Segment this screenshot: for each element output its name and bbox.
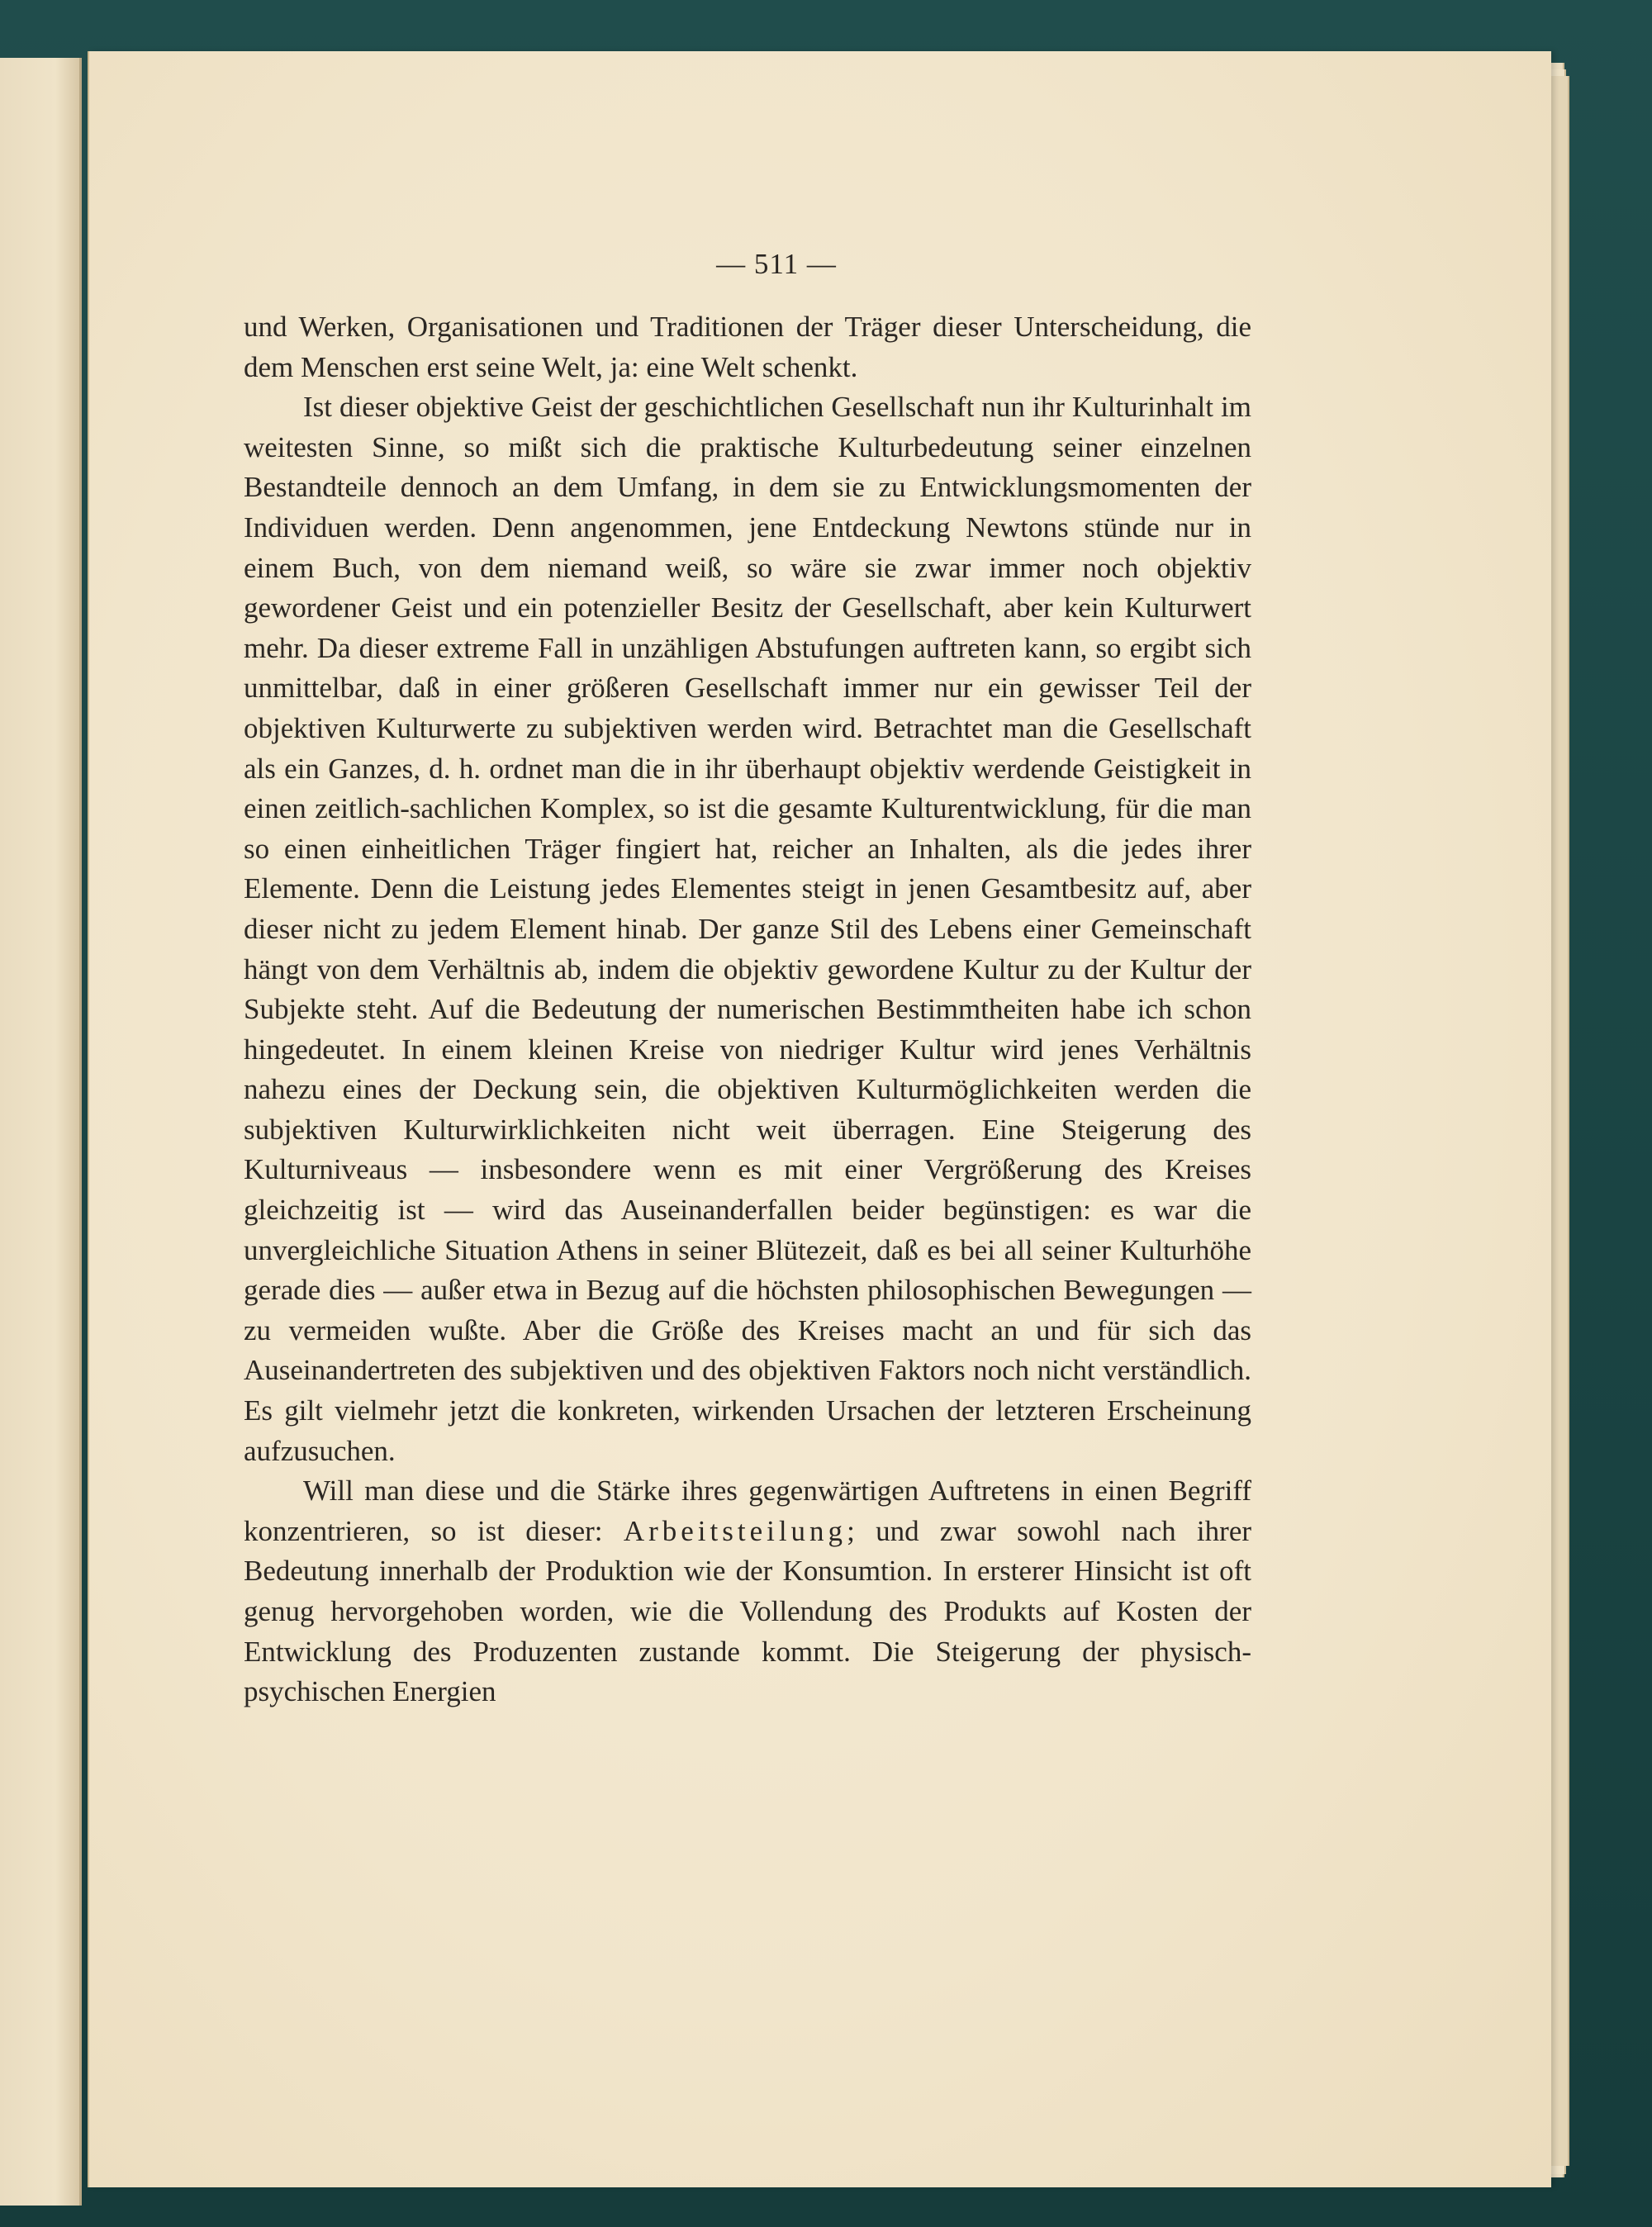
facing-page-edge bbox=[0, 58, 82, 2206]
page-number: — 511 — bbox=[716, 248, 837, 280]
paragraph-text-before: Will man diese und die Stärke ihres gegenwärtigen Auftretens in einen Begriff konzentrieren, so ist dieser: bbox=[244, 1474, 1251, 1547]
paragraph-division-of-labour bbox=[244, 1471, 1251, 1712]
paragraph-text-after: ; und zwar sowohl nach ihrer Bedeutung innerhalb der Produktion wie der Konsumtion. In ersterer Hinsicht ist oft genug hervorgehoben worden, wie die Vollendung des Produkts auf Kosten der Entwicklung des Produzenten zustande kommt. Die Steigerung der physisch-psychischen Energien bbox=[244, 1514, 1252, 1708]
body-text bbox=[244, 307, 1251, 1712]
emphasized-term: Arbeitsteilung bbox=[623, 1514, 847, 1547]
paragraph-objective-spirit: Ist dieser objektive Geist der geschichtlichen Gesellschaft nun ihr Kulturinhalt im weitesten Sinne, so mißt sich die praktische Kulturbedeutung seiner einzelnen Bestandteile dennoch an dem Umfang, in dem sie zu Entwicklungsmomenten der Individuen werden. Denn angenommen, jene Entdeckung Newtons stünde nur in einem Buch, von dem niemand weiß, so wäre sie zwar immer noch objektiv gewordener Geist und ein potenzieller Besitz der Gesellschaft, aber kein Kulturwert mehr. Da dieser extreme Fall in unzähligen Abstufungen auftreten kann, so ergibt sich unmittelbar, daß in einer größeren Gesellschaft immer nur ein gewisser Teil der objektiven Kulturwerte zu subjektiven werden wird. Betrachtet man die Gesellschaft als ein Ganzes, d. h. ordnet man die in ihr überhaupt objektiv werdende Geistigkeit in einen zeitlich-sachlichen Komplex, so ist die gesamte Kulturentwicklung, für die man so einen einheitlichen Träger fingiert hat, reicher an Inhalten, als die jedes ihrer Elemente. Denn die Leistung jedes Elementes steigt in jenen Gesamtbesitz auf, aber dieser nicht zu jedem Element hinab. Der ganze Stil des Lebens einer Gemeinschaft hängt von dem Verhältnis ab, indem die objektiv gewordene Kultur zu der Kultur der Subjekte steht. Auf die Bedeutung der numerischen Bestimmtheiten habe ich schon hingedeutet. In einem kleinen Kreise von niedriger Kultur wird jenes Verhältnis nahezu eines der Deckung sein, die objektiven Kulturmöglichkeiten werden die subjektiven Kulturwirklichkeiten nicht weit überragen. Eine Steigerung des Kulturniveaus — insbesondere wenn es mit einer Vergrößerung des Kreises gleichzeitig ist — wird das Auseinanderfallen beider begünstigen: es war die unvergleichliche Situation Athens in seiner Blütezeit, daß es bei all seiner Kulturhöhe gerade dies — außer etwa in Bezug auf die höchsten philosophischen Bewegungen — zu vermeiden wußte. Aber die Größe des Kreises macht an und für sich das Auseinandertreten des subjektiven und des objektiven Faktors noch nicht verständlich. Es gilt vielmehr jetzt die konkreten, wirkenden Ursachen der letzteren Erscheinung aufzusuchen. bbox=[244, 391, 1251, 1467]
paragraph-continuation: und Werken, Organisationen und Traditionen der Träger dieser Unterscheidung, die dem Menschen erst seine Welt, ja: eine Welt schenkt. bbox=[244, 311, 1251, 383]
